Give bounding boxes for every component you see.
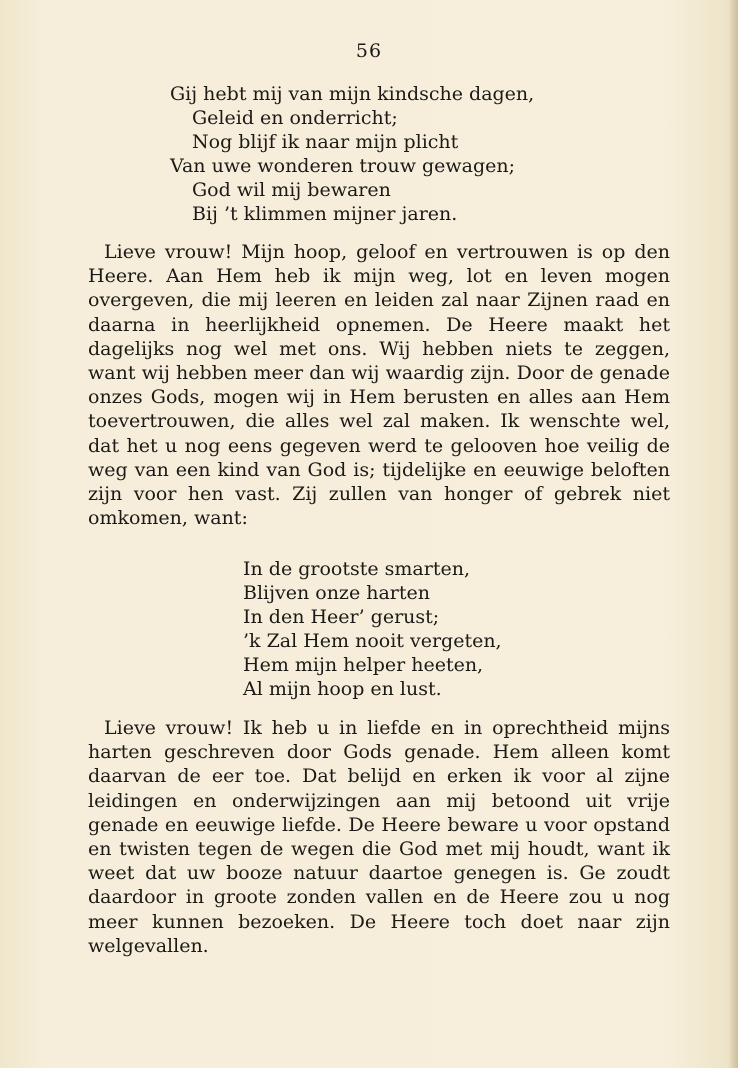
- poem-line: Gij hebt mij van mijn kindsche dagen,: [170, 83, 535, 105]
- paragraph-2: [88, 716, 670, 958]
- poem-line: Blijven onze harten: [243, 582, 430, 604]
- poem-line: In den Heer’ gerust;: [243, 606, 440, 628]
- page-edge-shadow: [728, 0, 738, 1068]
- poem-line: Geleid en onderricht;: [192, 107, 398, 129]
- poem-stanza-1: [170, 82, 534, 226]
- poem-line: God wil mij bewaren: [192, 179, 391, 201]
- poem-line: ’k Zal Hem nooit vergeten,: [243, 630, 502, 652]
- poem-line: Al mijn hoop en lust.: [243, 678, 442, 700]
- poem-line: Nog blijf ik naar mijn plicht: [192, 131, 459, 153]
- poem-stanza-2: [243, 557, 502, 701]
- poem-line: In de grootste smarten,: [243, 558, 470, 580]
- poem-line: Van uwe wonderen trouw gewagen;: [170, 155, 516, 177]
- paragraph-1-text: Lieve vrouw! Mijn hoop, geloof en vertrouwen is op den Heere. Aan Hem heb ik mijn weg, lot en leven mogen overgeven, die mij leeren en leiden zal naar Zijnen raad en daarna in heerlijkheid opnemen. De Heere maakt het dagelijks nog wel met ons. Wij hebben niets te zeggen, want wij hebben meer dan wij waardig zijn. Door de genade onzes Gods, mogen wij in Hem berusten en alles aan Hem toevertrouwen, die alles wel zal maken. Ik wenschte wel, dat het u nog eens gegeven werd te gelooven hoe veilig de weg van een kind van God is; tijdelijke en eeuwige beloften zijn voor hen vast. Zij zullen van honger of gebrek niet omkomen, want:: [88, 241, 670, 530]
- poem-line: Bij ’t klimmen mijner jaren.: [192, 203, 458, 225]
- paragraph-1: [88, 240, 670, 530]
- paragraph-2-text: Lieve vrouw! Ik heb u in liefde en in oprechtheid mijns harten geschreven door Gods genade. Hem alleen komt daarvan de eer toe. Dat belijd en erken ik voor al zijne leidingen en onderwijzingen aan mij betoond uit vrije genade en eeuwige liefde. De Heere beware u voor opstand en twisten tegen de wegen die God met mij houdt, want ik weet dat uw booze natuur daartoe genegen is. Ge zoudt daardoor in groote zonden vallen en de Heere zou u nog meer kunnen bezoeken. De Heere toch doet naar zijn welgevallen.: [88, 717, 670, 957]
- poem-line: Hem mijn helper heeten,: [243, 654, 484, 676]
- page-number: 56: [355, 40, 383, 62]
